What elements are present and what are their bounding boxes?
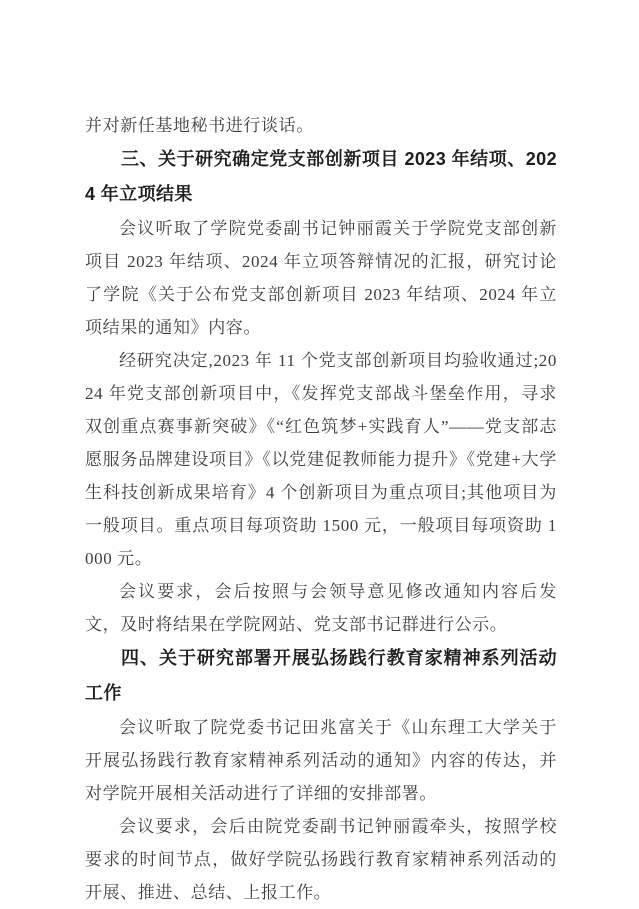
section-heading-three: 三、关于研究确定党支部创新项目 2023 年结项、2024 年立项结果 xyxy=(85,149,557,204)
paragraph-innovation-report: 会议听取了学院党委副书记钟丽霞关于学院党支部创新项目 2023 年结项、2024 年立项答辩情况的汇报，研究讨论了学院《关于公布党支部创新项目 2023 年结项、2024 年立项结果的通知》内容。 xyxy=(85,219,557,337)
paragraph-educator-spirit-requirements: 会议要求，会后由院党委副书记钟丽霞牵头，按照学校要求的时间节点，做好学院弘扬践行教育家精神系列活动的开展、推进、总结、上报工作。 xyxy=(85,817,557,902)
section-heading-four: 四、关于研究部署开展弘扬践行教育家精神系列活动工作 xyxy=(85,648,557,703)
paragraph-notice-publication: 会议要求，会后按照与会领导意见修改通知内容后发文，及时将结果在学院网站、党支部书记群进行公示。 xyxy=(85,582,557,634)
paragraph-continuation: 并对新任基地秘书进行谈话。 xyxy=(85,116,314,135)
paragraph-educator-spirit-briefing: 会议听取了院党委书记田兆富关于《山东理工大学关于开展弘扬践行教育家精神系列活动的通知》内容的传达，并对学院开展相关活动进行了详细的安排部署。 xyxy=(85,718,557,803)
paragraph-project-results: 经研究决定,2023 年 11 个党支部创新项目均验收通过;2024 年党支部创新项目中，《发挥党支部战斗堡垒作用，寻求双创重点赛事新突破》《“红色筑梦+实践育人”——党支部志愿服务品牌建设项目》《以党建促教师能力提升》《党建+大学生科技创新成果培育》4 个创新项目为重点项目;其他项目为一般项目。重点项目每项资助 1500 元，一般项目每项资助 1000 元。 xyxy=(85,351,557,568)
